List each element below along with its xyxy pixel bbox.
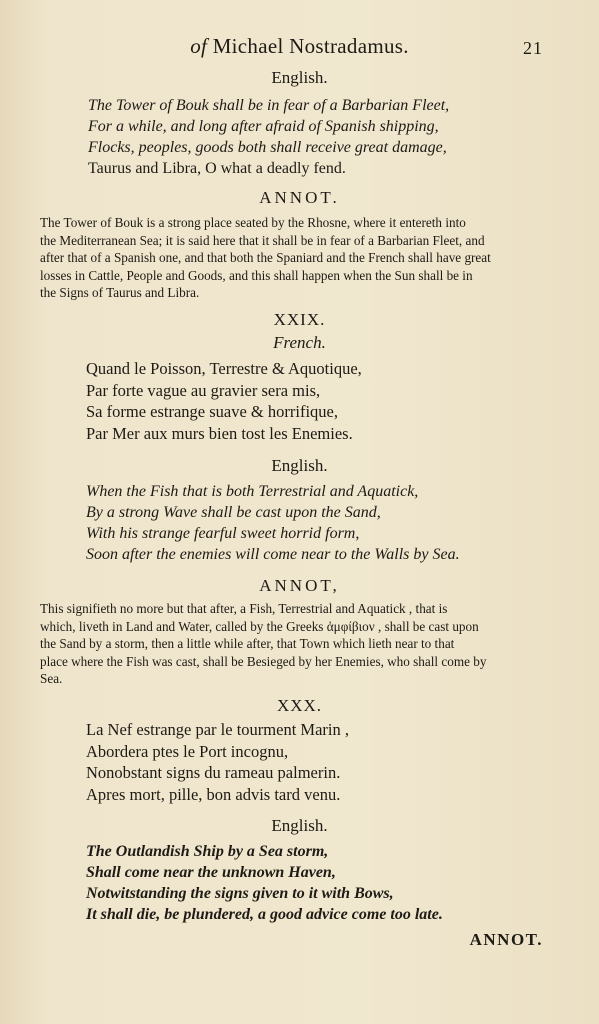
english-label-30: English. [271,816,328,835]
prose-line: which, liveth in Land and Water, called by the Greeks ἀμφίβιον , shall be cast upon [40,618,479,634]
annot-text-1 [40,214,568,302]
section-number-30: XXX. [276,696,323,715]
prose-line: after that of a Spanish one, and that both the Spaniard and the French shall have great [40,250,491,266]
english-label-28: English. [271,68,328,87]
running-head-name: Michael Nostradamus. [212,34,409,58]
running-head [0,34,599,59]
prose-line: the Mediterranean Sea; it is said here that it shall be in fear of a Barbarian Fleet, and [40,232,485,248]
verse-line: Flocks, peoples, goods both shall receive great damage, [88,139,447,156]
verse-line: Shall come near the unknown Haven, [86,864,336,881]
prose-line: The Tower of Bouk is a strong place seated by the Rhosne, where it entereth into [40,215,466,230]
verse-line: The Tower of Bouk shall be in fear of a Barbarian Fleet, [88,97,450,114]
running-head-of: of [190,34,208,58]
verse-line: Apres mort, pille, bon advis tard venu. [86,784,341,804]
verse-line: The Outlandish Ship by a Sea storm, [86,843,329,860]
verse-line: Taurus and Libra, O what a deadly fend. [88,160,346,177]
annot-text-2 [40,600,568,688]
section-number-29: XXIX. [273,310,326,329]
verse-line: Nonobstant signs du rameau palmerin. [86,763,341,782]
verse-line: Soon after the enemies will come near to the Walls by Sea. [86,546,460,563]
english-verse-30 [86,841,443,925]
catchword-annot: ANNOT. [469,930,543,949]
verse-line: La Nef estrange par le tourment Marin , [86,720,349,739]
verse-line: Sa forme estrange suave & horrifique, [86,402,338,421]
verse-line: Par Mer aux murs bien tost les Enemies. [86,423,353,443]
verse-line: For a while, and long after afraid of Spanish shipping, [88,118,439,135]
verse-line: Quand le Poisson, Terrestre & Aquotique, [86,359,362,378]
annot-heading-1: ANNOT. [259,188,340,207]
prose-line: place where the Fish was cast, shall be Besieged by her Enemies, who shall come by [40,653,487,669]
verse-line: It shall die, be plundered, a good advice come too late. [86,906,443,923]
english-label-29: English. [271,456,328,475]
english-verse-28 [88,95,449,179]
prose-line: the Sand by a storm, then a little while after, that Town which lieth near to that [40,636,455,652]
prose-line: losses in Cattle, People and Goods, and this shall happen when the Sun shall be in [40,267,473,283]
prose-line: the Signs of Taurus and Libra. [40,285,200,301]
page-number: 21 [523,38,543,58]
verse-line: By a strong Wave shall be cast upon the Sand, [86,504,381,521]
prose-line: This signifieth no more but that after, a Fish, Terrestrial and Aquatick , that is [40,601,448,616]
french-verse-29 [86,358,362,444]
french-verse-30 [86,719,349,805]
prose-line: Sea. [40,671,63,687]
verse-line: When the Fish that is both Terrestrial and Aquatick, [86,483,419,500]
verse-line: Abordera ptes le Port incognu, [86,741,289,761]
verse-line: Notwitstanding the signs given to it with Bows, [86,885,394,902]
verse-line: Par forte vague au gravier sera mis, [86,380,321,400]
french-label-29: French. [273,333,326,352]
verse-line: With his strange fearful sweet horrid form, [86,525,360,542]
page-header [0,34,599,64]
annot-heading-2: ANNOT, [259,576,340,595]
english-verse-29 [86,481,460,565]
